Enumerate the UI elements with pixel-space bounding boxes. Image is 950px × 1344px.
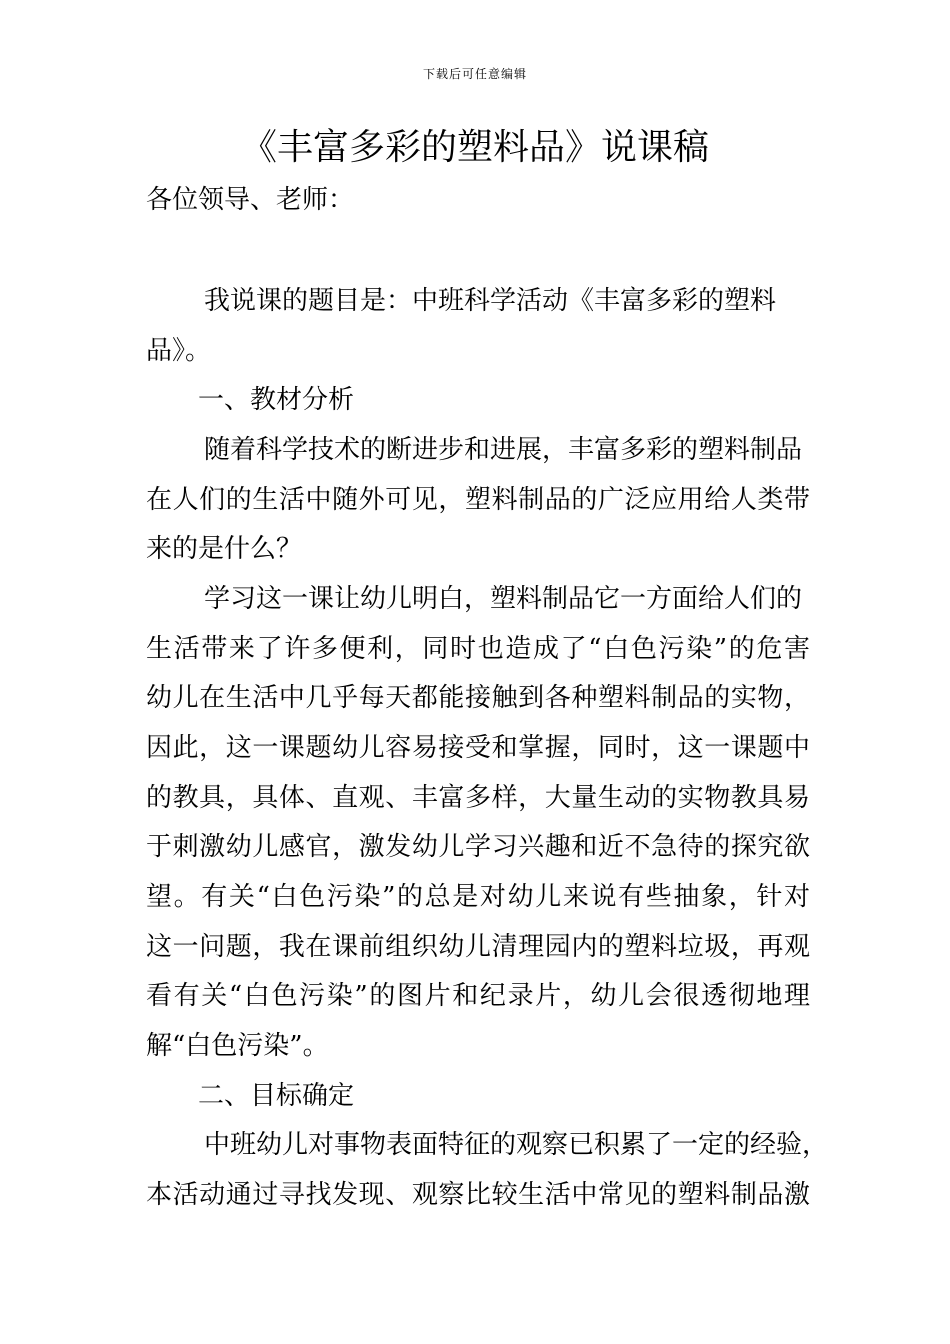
p2-line-6: 于刺激幼儿感官，激发幼儿学习兴趣和近不急待的探究欲	[146, 832, 810, 862]
header-note: 下载后可任意编辑	[422, 67, 527, 81]
p2-line-3: 幼儿在生活中几乎每天都能接触到各种塑料制品的实物，	[146, 683, 810, 713]
p1-line-1: 随着科学技术的断进步和进展，丰富多彩的塑料制品	[204, 435, 803, 465]
p2-line-10: 解“白色污染”。	[146, 1031, 329, 1061]
p2-line-4: 因此，这一课题幼儿容易接受和掌握，同时，这一课题中	[146, 733, 810, 763]
intro-line-1: 我说课的题目是：中班科学活动《丰富多彩的塑料	[204, 286, 777, 316]
intro-line-2: 品》。	[146, 336, 212, 366]
section-heading-2: 二、目标确定	[198, 1081, 355, 1111]
p1-line-2: 在人们的生活中随外可见，塑料制品的广泛应用给人类带	[146, 485, 810, 515]
p2-line-2: 生活带来了许多便利，同时也造成了“白色污染”的危害	[146, 634, 810, 664]
p2-line-5: 的教具，具体、直观、丰富多样，大量生动的实物教具易	[146, 783, 810, 813]
p2-line-9: 看有关“白色污染”的图片和纪录片，幼儿会很透彻地理	[146, 981, 810, 1011]
p3-line-2: 本活动通过寻找发现、观察比较生活中常见的塑料制品激	[146, 1180, 810, 1210]
p1-line-3: 来的是什么？	[146, 534, 303, 564]
greeting: 各位领导、老师：	[146, 185, 355, 215]
p3-line-1: 中班幼儿对事物表面特征的观察已积累了一定的经验，	[204, 1130, 829, 1160]
p2-line-1: 学习这一课让幼儿明白，塑料制品它一方面给人们的	[204, 584, 803, 614]
p2-line-7: 望。有关“白色污染”的总是对幼儿来说有些抽象，针对	[146, 882, 810, 912]
document-title: 《丰富多彩的塑料品》说课稿	[240, 127, 709, 168]
p2-line-8: 这一问题，我在课前组织幼儿清理园内的塑料垃圾，再观	[146, 932, 810, 962]
section-heading-1: 一、教材分析	[198, 385, 355, 415]
